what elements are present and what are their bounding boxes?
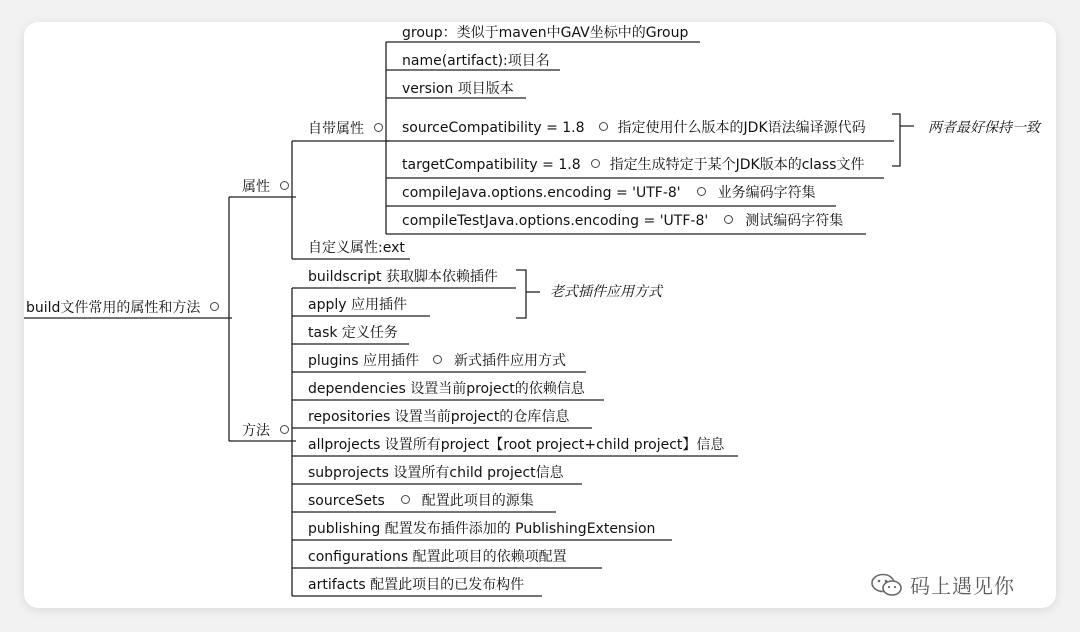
attributes-node[interactable] — [242, 178, 295, 196]
attr-item-version[interactable] — [402, 80, 514, 98]
legacy-note: 老式插件应用方式 — [550, 284, 662, 300]
attr-item-label: version 项目版本 — [402, 81, 514, 97]
collapse-circle-icon[interactable] — [374, 123, 383, 132]
attr-item-note: 测试编码字符集 — [745, 213, 844, 229]
watermark — [870, 570, 1015, 599]
attr-item-name[interactable] — [402, 52, 550, 70]
collapse-circle-icon[interactable] — [433, 355, 442, 364]
legacy-bracket — [516, 270, 526, 318]
methods-label: 方法 — [242, 423, 270, 439]
method-item-dependencies[interactable] — [308, 380, 585, 398]
custom-attr-label: 自定义属性:ext — [308, 240, 405, 256]
collapse-circle-icon[interactable] — [591, 159, 600, 168]
attr-item-label: compileJava.options.encoding = 'UTF-8' — [402, 185, 681, 201]
method-item-label: allprojects 设置所有project【root project+child project】信息 — [308, 437, 725, 453]
method-item-sourcesets[interactable] — [308, 492, 534, 510]
method-item-label: buildscript 获取脚本依赖插件 — [308, 269, 498, 285]
method-item-label: configurations 配置此项目的依赖项配置 — [308, 549, 567, 565]
attr-item-note: 指定生成特定于某个JDK版本的class文件 — [609, 157, 865, 173]
attr-item-label: compileTestJava.options.encoding = 'UTF-8' — [402, 213, 709, 229]
attr-item-label: group：类似于maven中GAV坐标中的Group — [402, 25, 689, 41]
compat-note: 两者最好保持一致 — [928, 120, 1040, 136]
method-item-allprojects[interactable] — [308, 436, 724, 454]
builtin-node[interactable] — [308, 120, 389, 138]
method-item-label: sourceSets — [308, 493, 385, 509]
attr-item-test-encoding[interactable] — [402, 212, 843, 230]
attr-item-label: sourceCompatibility = 1.8 — [402, 120, 585, 136]
wechat-icon — [870, 572, 904, 598]
method-item-label: plugins 应用插件 — [308, 353, 420, 369]
method-item-label: publishing 配置发布插件添加的 PublishingExtension — [308, 521, 656, 537]
method-item-buildscript[interactable] — [308, 268, 498, 286]
collapse-circle-icon[interactable] — [280, 181, 289, 190]
method-item-label: apply 应用插件 — [308, 297, 407, 313]
method-item-note: 配置此项目的源集 — [421, 493, 534, 509]
collapse-circle-icon[interactable] — [401, 495, 410, 504]
attr-item-source-compat[interactable] — [402, 119, 866, 137]
compat-bracket — [892, 114, 900, 166]
root-label: build文件常用的属性和方法 — [26, 300, 201, 316]
attr-item-label: name(artifact):项目名 — [402, 53, 550, 69]
method-item-artifacts[interactable] — [308, 576, 524, 594]
collapse-circle-icon[interactable] — [724, 215, 733, 224]
mindmap-canvas — [24, 22, 1056, 608]
method-item-note: 新式插件应用方式 — [454, 353, 567, 369]
method-item-publishing[interactable] — [308, 520, 655, 538]
method-item-label: task 定义任务 — [308, 325, 398, 341]
method-item-subprojects[interactable] — [308, 464, 564, 482]
method-item-label: subprojects 设置所有child project信息 — [308, 465, 564, 481]
method-item-repositories[interactable] — [308, 408, 569, 426]
attributes-label: 属性 — [242, 179, 270, 195]
collapse-circle-icon[interactable] — [280, 425, 289, 434]
method-item-label: dependencies 设置当前project的依赖信息 — [308, 381, 585, 397]
method-item-label: repositories 设置当前project的仓库信息 — [308, 409, 570, 425]
method-item-plugins[interactable] — [308, 352, 566, 370]
attr-item-note: 指定使用什么版本的JDK语法编译源代码 — [617, 120, 866, 136]
attr-item-compile-encoding[interactable] — [402, 184, 816, 202]
attr-item-note: 业务编码字符集 — [717, 185, 816, 201]
method-item-configurations[interactable] — [308, 548, 567, 566]
method-item-task[interactable] — [308, 324, 398, 342]
root-node[interactable] — [26, 299, 225, 317]
attr-item-label: targetCompatibility = 1.8 — [402, 157, 581, 173]
methods-node[interactable] — [242, 422, 295, 440]
collapse-circle-icon[interactable] — [697, 187, 706, 196]
method-item-label: artifacts 配置此项目的已发布构件 — [308, 577, 525, 593]
collapse-circle-icon[interactable] — [599, 122, 608, 131]
attr-item-target-compat[interactable] — [402, 156, 864, 174]
collapse-circle-icon[interactable] — [210, 302, 219, 311]
method-item-apply[interactable] — [308, 296, 407, 314]
custom-attr-node[interactable] — [308, 239, 405, 257]
builtin-label: 自带属性 — [308, 121, 364, 137]
attr-item-group[interactable] — [402, 24, 688, 42]
watermark-text: 码上遇见你 — [910, 574, 1015, 598]
